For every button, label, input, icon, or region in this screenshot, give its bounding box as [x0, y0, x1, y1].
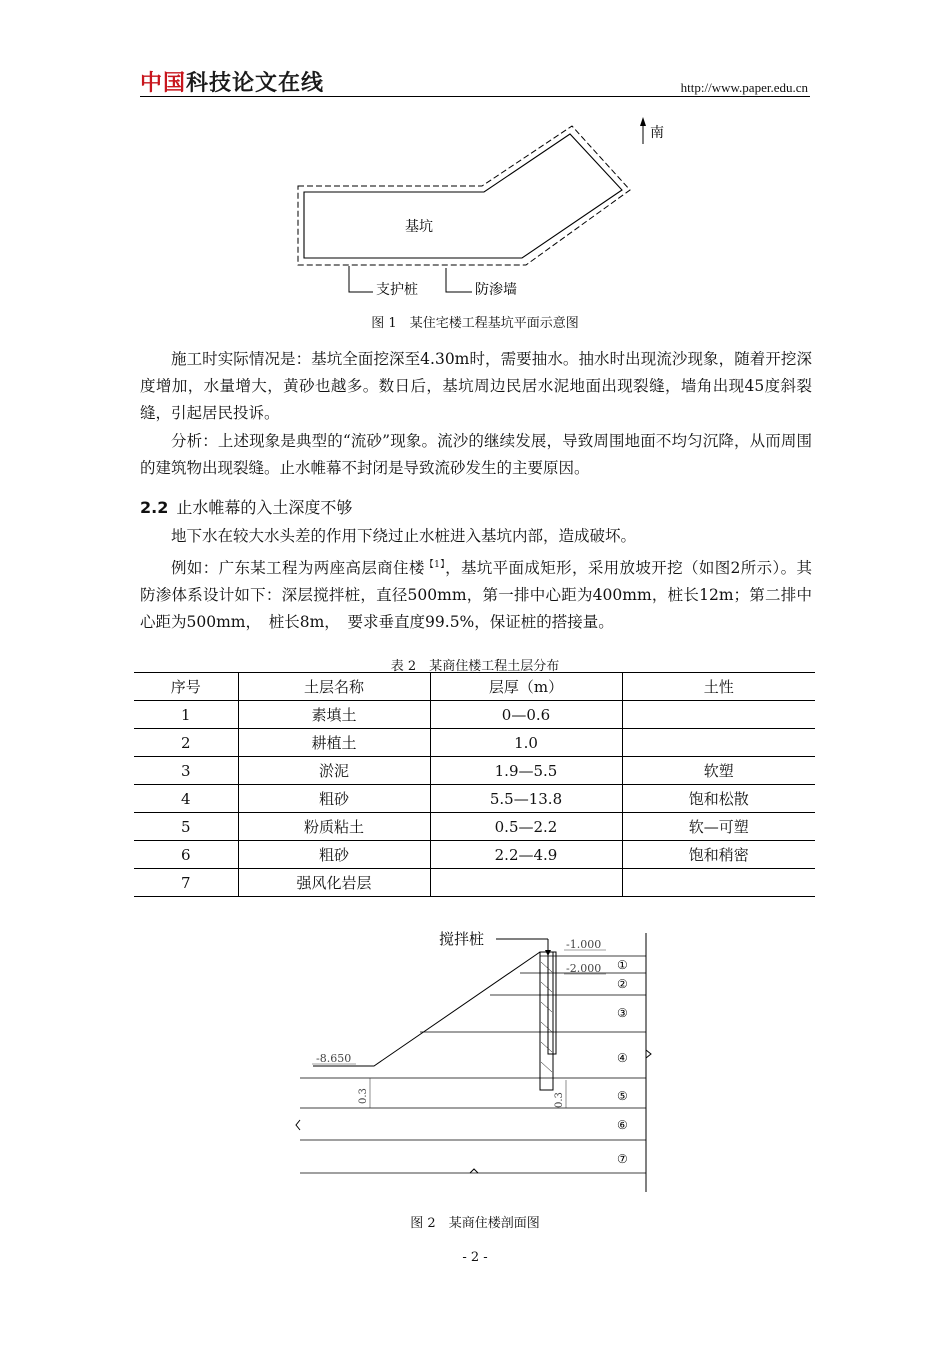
table-cell: 素填土: [238, 701, 430, 729]
table-cell: 7: [134, 869, 238, 897]
table-cell: 粗砂: [238, 841, 430, 869]
soil-layer-table: [134, 672, 815, 897]
pit-outline-dashed: [298, 126, 630, 265]
section-heading: 2.2 止水帷幕的入土深度不够: [140, 498, 353, 517]
header-url[interactable]: http://www.paper.edu.cn: [680, 80, 808, 95]
table-row: [134, 785, 815, 813]
table-header-cell: 土层名称: [238, 673, 430, 701]
table-cell: 5.5—13.8: [430, 785, 622, 813]
layer-number: ①: [617, 958, 628, 972]
wall-label: 防渗墙: [475, 282, 517, 298]
table-header-row: [134, 673, 815, 701]
table-cell: 粗砂: [238, 785, 430, 813]
paragraph-2: 分析：上述现象是典型的“流砂”现象。流沙的继续发展，导致周围地面不均匀沉降，从而周围的建筑物出现裂缝。止水帷幕不封闭是导致流砂发生的主要原因。: [140, 432, 812, 477]
journal-logo: [140, 66, 324, 97]
table-cell: 0.5—2.2: [430, 813, 622, 841]
elevation-2: -2.000: [566, 962, 602, 975]
table-cell: 4: [134, 785, 238, 813]
reference-marker[interactable]: 【1】: [424, 560, 446, 570]
table-cell: 2.2—4.9: [430, 841, 622, 869]
table-cell: 强风化岩层: [238, 869, 430, 897]
table-cell: 3: [134, 757, 238, 785]
layer-number: ⑥: [617, 1118, 628, 1132]
table-row: [134, 813, 815, 841]
table-cell: 软塑: [622, 757, 815, 785]
layer-number: ④: [617, 1051, 628, 1065]
table-cell: 饱和稍密: [622, 841, 815, 869]
paragraph-1: 施工时实际情况是：基坑全面挖深至4.30m时，需要抽水。抽水时出现流沙现象，随着开挖深度增加，水量增大，黄砂也越多。数日后，基坑周边民居水泥地面出现裂缝，墙角出现45度斜裂缝，引起居民投诉。: [140, 350, 812, 422]
table-cell: [622, 701, 815, 729]
dimension-2: 0.3: [554, 1092, 565, 1108]
table-cell: [622, 869, 815, 897]
pit-label: 基坑: [405, 219, 433, 235]
table-cell: [622, 729, 815, 757]
header-rule: [140, 96, 810, 97]
table-header-cell: 序号: [134, 673, 238, 701]
table-row: [134, 841, 815, 869]
table-cell: [430, 869, 622, 897]
table-cell: 耕植土: [238, 729, 430, 757]
table-row: [134, 701, 815, 729]
figure-1-caption: 图 1 某住宅楼工程基坑平面示意图: [371, 316, 579, 331]
table-cell: 淤泥: [238, 757, 430, 785]
logo-dark-text: 科技论文在线: [186, 71, 325, 96]
dimension-1: 0.3: [358, 1088, 369, 1104]
north-arrow-icon: [640, 117, 646, 126]
table-cell: 粉质粘土: [238, 813, 430, 841]
layer-number: ⑤: [617, 1089, 628, 1103]
figure-2-section: [290, 920, 670, 1200]
table-cell: 软—可塑: [622, 813, 815, 841]
table-cell: 1.0: [430, 729, 622, 757]
table-cell: 0—0.6: [430, 701, 622, 729]
table-cell: 1: [134, 701, 238, 729]
logo-red-text: 中国: [140, 71, 187, 96]
layer-number: ⑦: [617, 1152, 628, 1166]
paragraph-4: 例如：广东某工程为两座高层商住楼$^{【1】}$，基坑平面成矩形，采用放坡开挖（如图2所示）。其防渗体系设计如下：深层搅拌桩，直径500mm，第一排中心距为400mm，桩长12m；第二排中心距为500mm， 桩长8m， 要求垂直度99.5%，保证桩的搭接量。: [140, 559, 812, 632]
north-label: 南: [650, 125, 664, 141]
pit-outline: [304, 134, 622, 258]
table-row: [134, 757, 815, 785]
page-number: - 2 -: [462, 1250, 488, 1265]
table-header-cell: 层厚（m）: [430, 673, 622, 701]
pile-label: 支护桩: [376, 282, 418, 298]
table-cell: 2: [134, 729, 238, 757]
table-cell: 6: [134, 841, 238, 869]
mixing-pile-label: 搅拌桩: [439, 930, 485, 948]
table-cell: 饱和松散: [622, 785, 815, 813]
elevation-3: -8.650: [316, 1052, 352, 1065]
elevation-1: -1.000: [566, 938, 602, 951]
table-header-cell: 土性: [622, 673, 815, 701]
table-row: [134, 869, 815, 897]
figure-1-plan: [280, 112, 700, 302]
paragraph-3: 地下水在较大水头差的作用下绕过止水桩进入基坑内部，造成破坏。: [171, 527, 637, 545]
table-cell: 1.9—5.5: [430, 757, 622, 785]
table-2-caption: 表 2 某商住楼工程土层分布: [390, 659, 560, 674]
table-cell: 5: [134, 813, 238, 841]
layer-number: ②: [617, 977, 628, 991]
figure-2-caption: 图 2 某商住楼剖面图: [410, 1216, 540, 1231]
layer-number: ③: [617, 1006, 628, 1020]
table-row: [134, 729, 815, 757]
